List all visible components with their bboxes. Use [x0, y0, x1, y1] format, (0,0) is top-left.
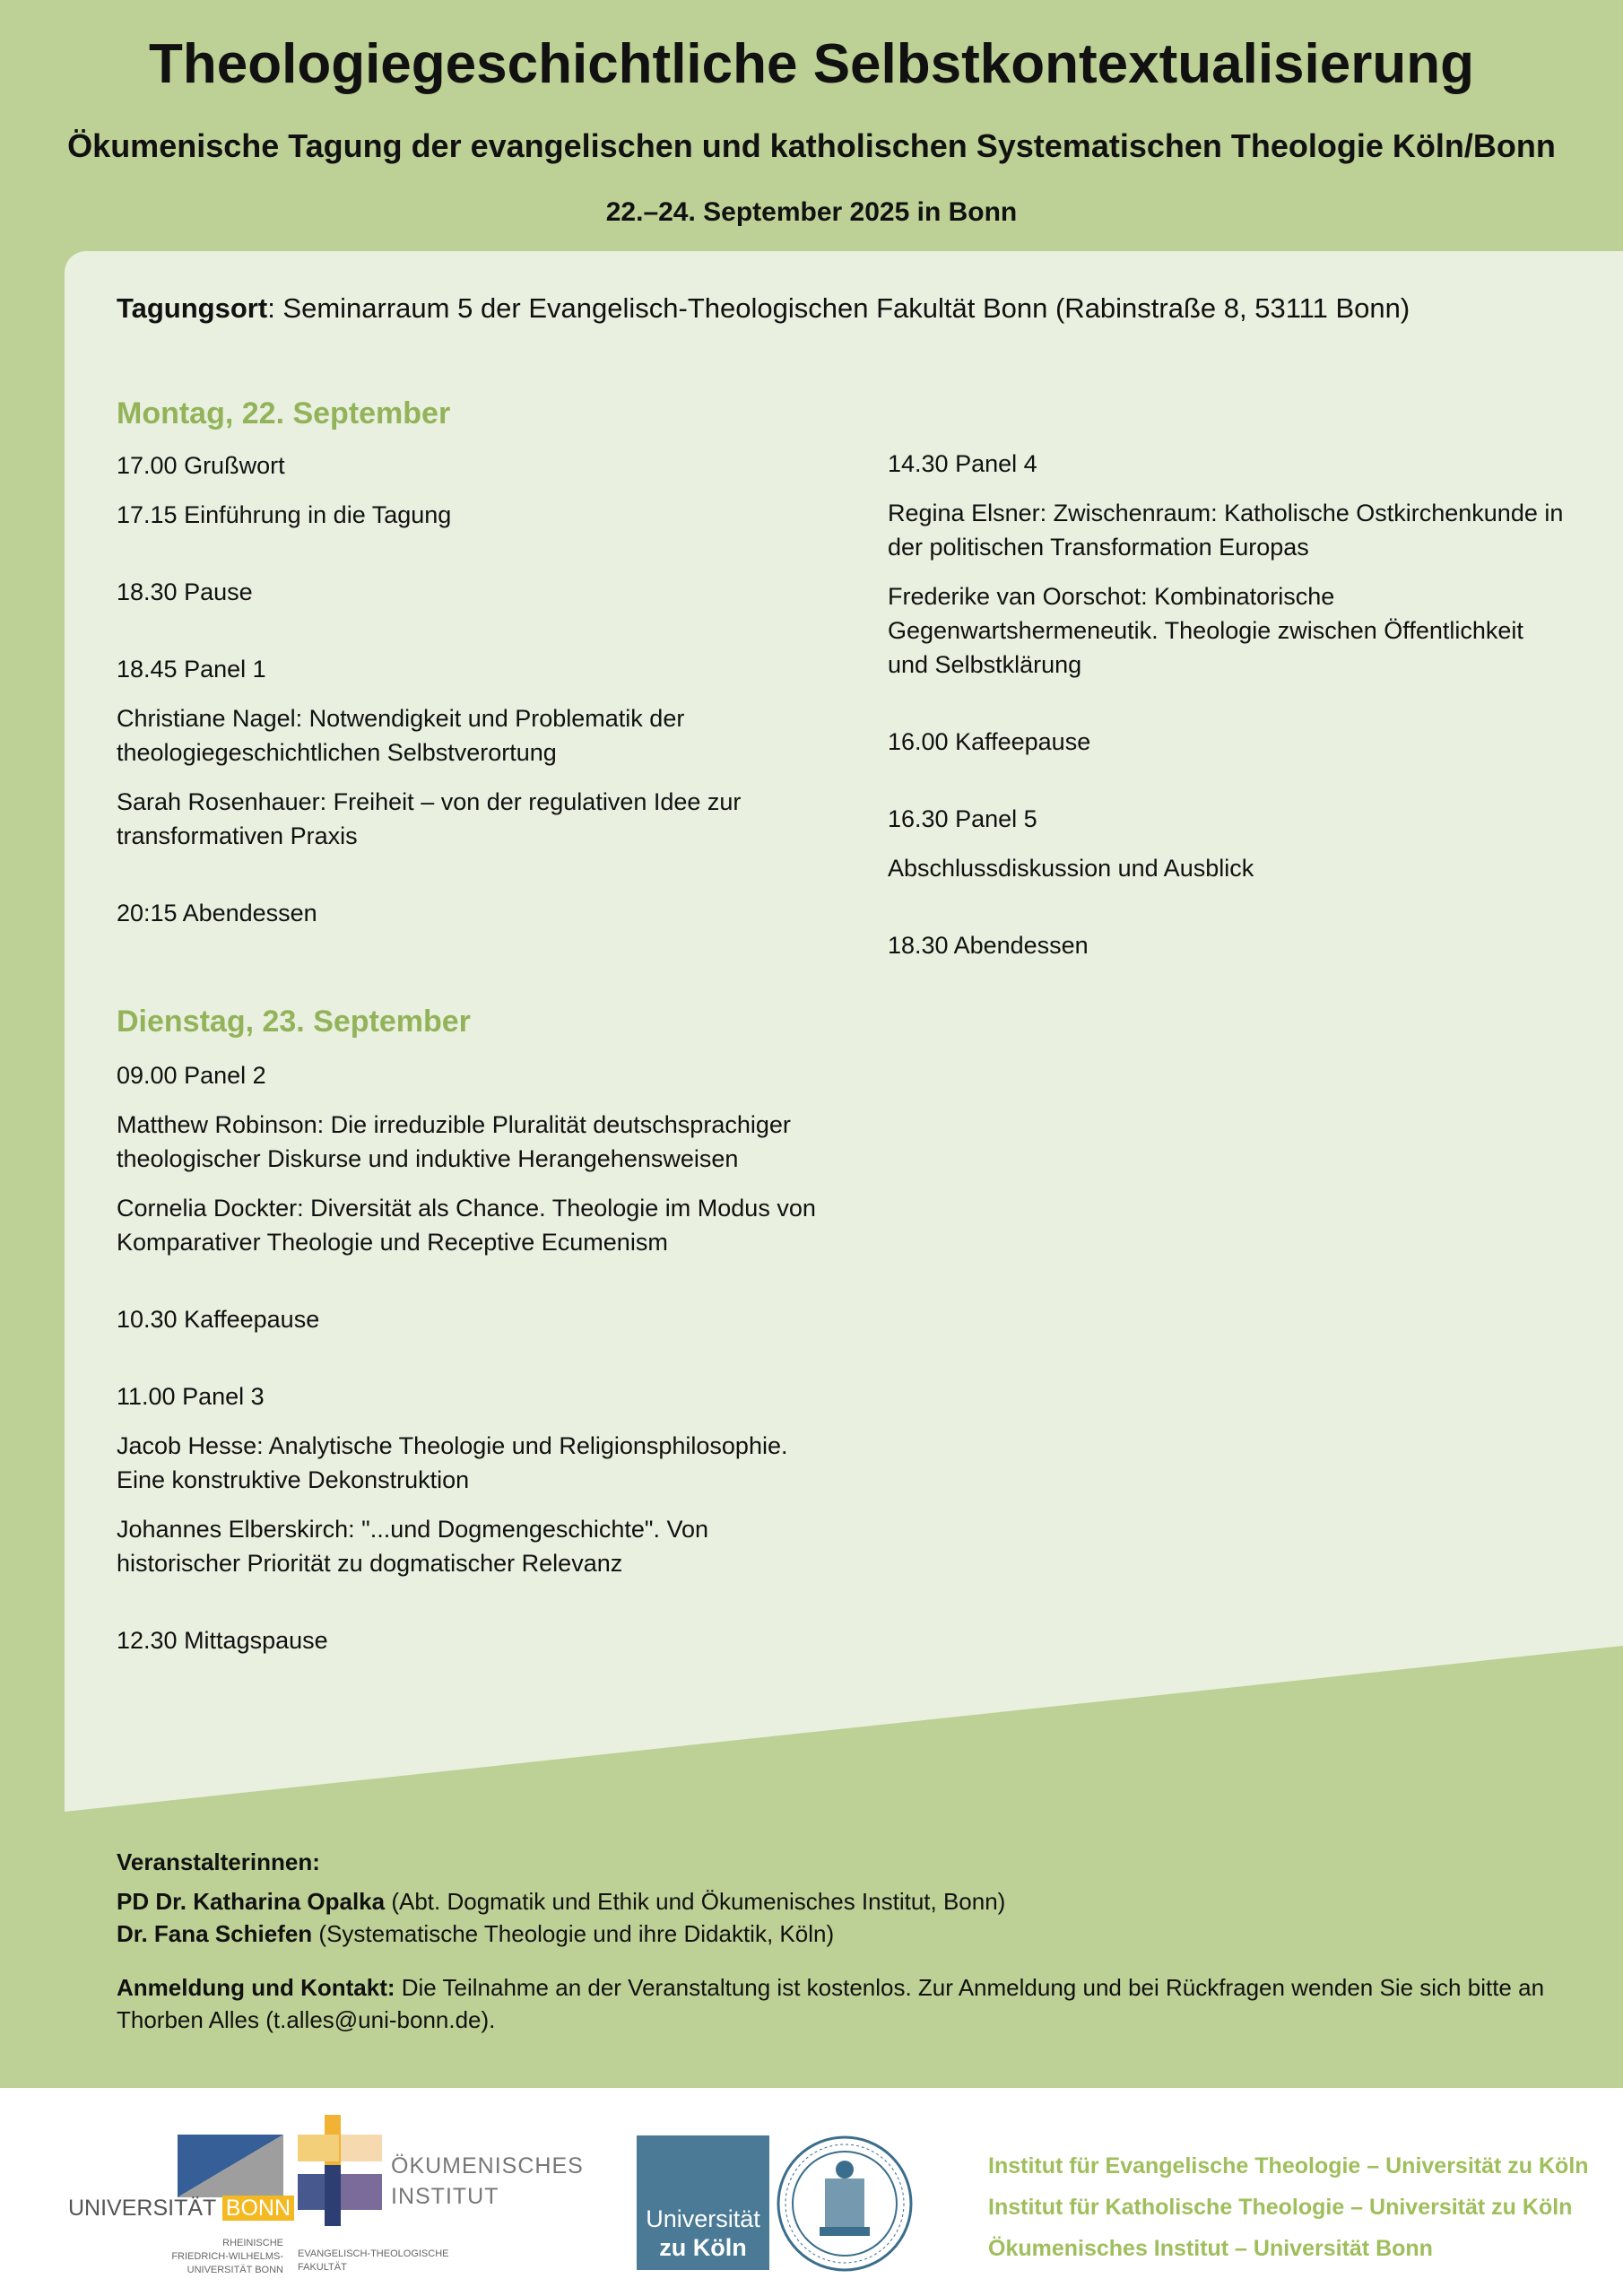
registration-body: Die Teilnahme an der Veranstaltung ist kostenlos. Zur Anmeldung und bei Rückfragen wenden Sie sich bitte an Thorben Alles (t.alles@uni-bonn.de).	[117, 1974, 1545, 2033]
schedule-entry: 16.00 Kaffeepause	[888, 728, 1091, 755]
institute-list	[988, 2145, 1589, 2269]
schedule-entry: 14.30 Panel 4	[888, 450, 1037, 477]
uni-bonn-name: UNIVERSITÄT	[68, 2196, 216, 2221]
schedule-entry: Cornelia Dockter: Diversität als Chance. Theologie im Modus von Komparativer Theologie und Receptive Ecumenism	[117, 1195, 816, 1256]
institute-item: Ökumenisches Institut – Universität Bonn	[988, 2236, 1433, 2261]
tuesday-morning-schedule	[117, 1058, 816, 1673]
uni-bonn-box: BONN	[222, 2196, 294, 2221]
schedule-entry: Regina Elsner: Zwischenraum: Katholische Ostkirchenkunde in der politischen Transformation Europas	[888, 500, 1564, 561]
page-title: Theologiegeschichtliche Selbstkontextualisierung	[149, 33, 1474, 95]
organizer-2-name: Dr. Fana Schiefen	[117, 1920, 313, 1947]
schedule-entry: Christiane Nagel: Notwendigkeit und Problematik der theologiegeschichtlichen Selbstverortung	[117, 705, 685, 766]
koeln-line2: zu Köln	[659, 2234, 747, 2261]
schedule-entry: 11.00 Panel 3	[117, 1383, 265, 1410]
tuesday-heading: Dienstag, 23. September	[117, 1004, 471, 1039]
schedule-entry: 10.30 Kaffeepause	[117, 1306, 320, 1333]
page-subtitle: Ökumenische Tagung der evangelischen und katholischen Systematischen Theologie Köln/Bonn	[67, 127, 1556, 164]
uni-bonn-subline	[161, 2237, 283, 2277]
uni-bonn-wordmark	[68, 2196, 294, 2222]
organizer-2-affil: (Systematische Theologie und ihre Didaktik, Köln)	[312, 1920, 835, 1947]
uni-bonn-sub1: RHEINISCHE	[222, 2238, 283, 2248]
uni-koeln-seal-icon	[777, 2135, 913, 2272]
koeln-line1: Universität	[646, 2205, 760, 2232]
organizer-1-affil: (Abt. Dogmatik und Ethik und Ökumenisches Institut, Bonn)	[385, 1888, 1006, 1915]
venue-text: : Seminarraum 5 der Evangelisch-Theologischen Fakultät Bonn (Rabinstraße 8, 53111 Bonn)	[267, 292, 1410, 324]
schedule-entry: 18.30 Pause	[117, 578, 253, 605]
schedule-entry: Frederike van Oorschot: Kombinatorische Gegenwartshermeneutik. Theologie zwischen Öffentlichkeit und Selbstklärung	[888, 583, 1523, 678]
schedule-entry: 09.00 Panel 2	[117, 1062, 266, 1089]
schedule-entry: 17.00 Grußwort	[117, 452, 285, 479]
organizer-section	[117, 1846, 1569, 2036]
oek-line2: INSTITUT	[391, 2184, 499, 2209]
event-date: 22.–24. September 2025 in Bonn	[605, 197, 1018, 227]
oek-wordmark	[391, 2151, 584, 2212]
schedule-entry: 18.30 Abendessen	[888, 932, 1089, 959]
fak-wordmark	[298, 2248, 449, 2274]
uni-bonn-emblem-icon	[178, 2135, 283, 2197]
schedule-entry: 16.30 Panel 5	[888, 805, 1037, 832]
schedule-entry: 12.30 Mittagspause	[117, 1627, 328, 1654]
schedule-entry: 17.15 Einführung in die Tagung	[117, 501, 452, 528]
registration-text	[117, 1971, 1569, 2036]
schedule-entry: Matthew Robinson: Die irreduzible Pluralität deutschsprachiger theologischer Diskurse und induktive Herangehensweisen	[117, 1111, 791, 1172]
institute-item: Institut für Evangelische Theologie – Universität zu Köln	[988, 2153, 1589, 2179]
monday-schedule	[117, 448, 816, 945]
schedule-entry: Jacob Hesse: Analytische Theologie und Religionsphilosophie. Eine konstruktive Dekonstruktion	[117, 1432, 788, 1493]
organizer-1	[117, 1885, 1569, 1918]
uni-koeln-wordmark	[637, 2205, 769, 2262]
cross-emblem-icon	[298, 2115, 382, 2226]
schedule-entry: 20:15 Abendessen	[117, 900, 317, 926]
venue-line	[117, 292, 1410, 325]
fak-line1: EVANGELISCH-THEOLOGISCHE	[298, 2248, 449, 2259]
institute-item: Institut für Katholische Theologie – Universität zu Köln	[988, 2195, 1573, 2220]
tuesday-afternoon-schedule	[888, 447, 1569, 978]
organizer-2	[117, 1918, 1569, 1950]
uni-bonn-sub2: FRIEDRICH-WILHELMS-	[171, 2251, 283, 2262]
schedule-entry: Sarah Rosenhauer: Freiheit – von der regulativen Idee zur transformativen Praxis	[117, 788, 742, 849]
schedule-entry: Abschlussdiskussion und Ausblick	[888, 855, 1254, 882]
registration-label: Anmeldung und Kontakt:	[117, 1974, 395, 2001]
uni-bonn-sub3: UNIVERSITÄT BONN	[187, 2265, 283, 2275]
schedule-entry: Johannes Elberskirch: "...und Dogmengeschichte". Von historischer Priorität zu dogmatischer Relevanz	[117, 1516, 709, 1577]
organizer-1-name: PD Dr. Katharina Opalka	[117, 1888, 386, 1915]
organizers-label: Veranstalterinnen:	[117, 1848, 320, 1875]
venue-label: Tagungsort	[117, 292, 268, 324]
monday-heading: Montag, 22. September	[117, 396, 451, 430]
oek-line1: ÖKUMENISCHES	[391, 2153, 584, 2179]
fak-line2: FAKULTÄT	[298, 2262, 347, 2273]
schedule-entry: 18.45 Panel 1	[117, 656, 266, 683]
